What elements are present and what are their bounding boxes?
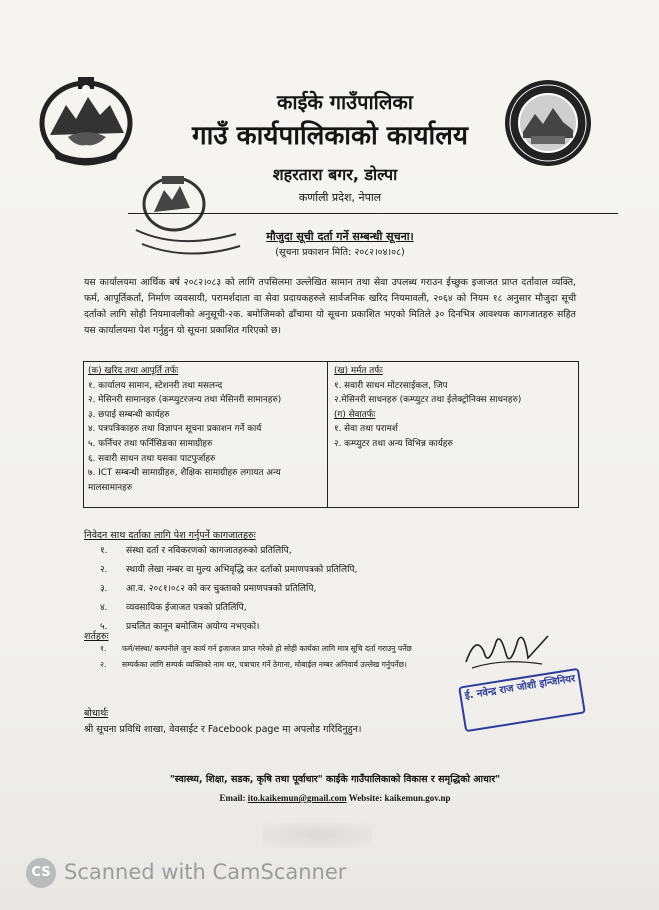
procurement-column <box>88 364 323 495</box>
intro-paragraph: यस कार्यालयमा आर्थिक बर्ष २०८२।०८३ को लागि तपसिलमा उल्लेखित सामान तथा सेवा उपलब्ध गराउन ईच्छुक इजाजत प्राप्त दर्तावाल व्यक्ति, फर्म, आपूर्तिकर्ता, निर्माण व्यवसायी, परामर्शदाता वा सेवा प्रदायकहरुले सार्वजनिक खरिद नियमावली, २०६४ को नियम १८ अनुसार मौजुदा सूची दर्ताको लागि सोही नियमावलीको अनुसूची-२क. बमोजिमको ढाँचामा यो सूचना प्रकाशित भएको मितिले ३० दिनभित्र आवश्यक कागजातहरु सहित यस कार्यालयमा पेश गर्नुहुन यो सूचना प्रकाशित गरिएको छ। <box>84 277 576 336</box>
website-link[interactable]: kaikemun.gov.np <box>384 793 451 803</box>
header-divider <box>128 213 618 214</box>
list-item: २. सम्पर्कका लागि सम्पर्क व्यक्तिको नाम थर, पत्राचार गर्ने ठेगाना, मोबाईल नम्बर अनिवार्य उल्लेख गर्नुपर्नेछ। <box>100 660 407 669</box>
service-item: १. सेवा तथा परामर्श <box>334 424 398 435</box>
procurement-item: ६. सवारी साधन तथा यसका पाटपुर्जाहरु <box>88 453 216 464</box>
engineer-stamp: ई. नवेन्द्र राज जोशी इन्जिनियर <box>458 668 586 733</box>
website-label: Website: <box>346 793 385 803</box>
list-item: १. संस्था दर्ता र नविकरणको कागजातहरुको प्रतिलिपि, <box>100 546 292 556</box>
footer-slogan: "स्वास्थ्य, शिक्षा, सडक, कृषि तथा पूर्वाधार" काईके गाउँपालिकाको विकास र समृद्धिको आधार" <box>169 774 501 785</box>
email-label: Email: <box>219 793 248 803</box>
list-item: २. स्थायी लेखा नम्बर वा मुल्य अभिवृद्धि कर दर्ताको प्रमाणपत्रको प्रतिलिपि, <box>100 565 358 575</box>
procurement-item: ३. छपाई सम्बन्धी कार्यहरु <box>88 409 170 420</box>
nepal-emblem-icon <box>38 75 134 167</box>
procurement-item: ५. फर्निचर तथा फर्निसिङका सामाग्रीहरु <box>88 438 213 449</box>
table-divider <box>327 362 328 507</box>
cc-heading: बोधार्थः <box>84 708 109 719</box>
notice-title: मौजुदा सूची दर्ता गर्ने सम्बन्धी सूचना। <box>266 230 414 243</box>
items-table <box>83 361 579 508</box>
repair-item: १. सवारी साधन मोटरसाईकल, जिप <box>334 380 448 391</box>
camscanner-logo-icon: CS <box>26 858 56 888</box>
signature-icon <box>462 628 552 676</box>
notice-date: (सूचना प्रकाशन मिति: २०८२।०४।०८) <box>275 247 405 258</box>
repair-heading: (ख) मर्मत तर्फः <box>334 366 383 376</box>
repair-column <box>334 364 572 452</box>
procurement-item: ७. ICT सम्बन्धी सामाग्रीहरु, शैक्षिक सामाग्रीहरु लगायत अन्य मालसामानहरु <box>88 468 281 493</box>
procurement-item: ४. पत्रपत्रिकाहरु तथा विज्ञापन सूचना प्रकाशन गर्ने कार्य <box>88 424 262 435</box>
documents-list <box>100 542 357 637</box>
conditions-list <box>100 641 412 673</box>
footer-contact <box>150 793 520 803</box>
repair-item: २.मेसिनरी साधनहरु (कम्प्युटर तथा ईलेक्ट्रोनिक्स साधनहरु) <box>334 395 522 406</box>
email-link[interactable]: ito.kaikemun@gmail.com <box>247 793 347 803</box>
list-item: १. फर्म/संस्था/ कम्पनीले जुन कार्य गर्न इजाजत प्राप्त गरेको हो सोही कार्यका लागि मात्र सूचि दर्ता गराउनु पर्नेछ <box>100 644 412 653</box>
municipality-name: काईके गाउँपालिका <box>277 90 413 114</box>
list-item: ५. प्रचलित कानून बमोजिम अयोग्य नभएको। <box>100 622 260 632</box>
service-item: २. कम्प्युटर तथा अन्य विभिन्न कार्यहरु <box>334 438 453 449</box>
scan-smudge <box>262 822 372 848</box>
cc-text: श्री सूचना प्रविधि शाखा, वेवसाईट र Facebook page मा अपलोड गरिदिनुहुन। <box>84 724 362 735</box>
office-address: शहरतारा बगर, डोल्पा <box>272 165 398 184</box>
service-heading: (ग) सेवातर्फः <box>334 409 376 420</box>
office-name: गाउँ कार्यपालिकाको कार्यालय <box>192 121 468 151</box>
conditions-heading: शर्तहरुः <box>84 631 109 642</box>
procurement-item: २. मेसिनरी सामानहरु (कम्प्युटरजन्य तथा मेसिनरी सामानहरु) <box>88 395 282 406</box>
documents-heading: निवेदन साथ दर्ताका लागि पेश गर्नुपर्ने कागजातहरुः <box>84 530 256 541</box>
camscanner-text: Scanned with CamScanner <box>64 860 347 884</box>
procurement-item: १. कार्यालय सामान, स्टेशनरी तथा मसलन्द <box>88 380 223 391</box>
province-line: कर्णाली प्रदेश, नेपाल <box>298 191 382 204</box>
municipality-seal-icon <box>503 78 593 168</box>
procurement-heading: (क) खरिद तथा आपूर्ति तर्फः <box>88 366 179 376</box>
list-item: ४. व्यवसायिक ईजाजत पत्रको प्रतिलिपि, <box>100 603 247 613</box>
list-item: ३. आ.व. २०८१।०८२ को कर चुक्ताको प्रमाणपत्रको प्रतिलिपि, <box>100 584 317 594</box>
